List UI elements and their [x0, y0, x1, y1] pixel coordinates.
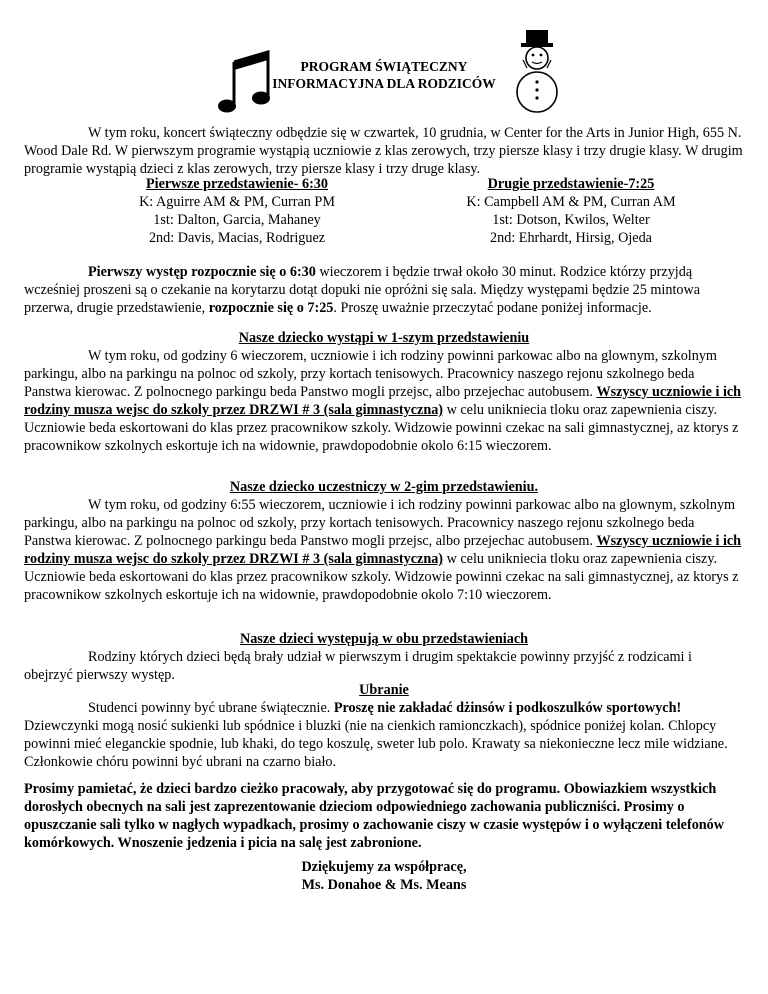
second-show-heading: Drugie przedstawienie-7:25: [487, 176, 655, 192]
intro-text: W tym roku, koncert świąteczny odbędzie się w czwartek, 10 grudnia, w Center for the Arts in Junior High, 655 N. Wood Dale Rd. W pierwszym programie wystąpią uczniowie z klas zerowych, trzy piersze klasy i trzy drugie klasy. W drugim programie wystąpią dzieci z klas zerowych, trzy piersze klasy i trzy druge klasy.: [24, 125, 743, 177]
section-first-show-heading: Nasze dziecko wystąpi w 1-szym przedstawieniu: [238, 330, 530, 346]
overview-paragraph: [24, 263, 744, 317]
section-second-show: [24, 478, 744, 604]
signature-thanks: Dziękujemy za współpracę,: [301, 859, 467, 875]
intro-paragraph: [24, 124, 744, 178]
section-first-show-bold: Wszyscy uczniowie i ich rodziny musza wejsc do szkoly przez DRZWI # 3 (sala gimnastyczna): [24, 384, 742, 418]
first-show-k: K: Aguirre AM & PM, Curran PM: [139, 194, 335, 210]
section-clothing-text-1: Studenci powinny być ubrane świątecznie.: [88, 700, 334, 716]
overview-text-1: wieczorem i będzie trwał około 30 minut. Rodzice którzy przyjdą wcześniej proszeni są o czekanie na korytarzu dotąt dopuki nie opróżni się sala. Między występami będzie 25 mintowa przerwa, drugie przedstawienie,: [24, 264, 701, 316]
first-show-2nd: 2nd: Davis, Macias, Rodriguez: [148, 230, 326, 246]
signature-names: Ms. Donahoe & Ms. Means: [301, 877, 467, 893]
section-clothing-bold: Proszę nie zakładać dżinsów i podkoszulków sportowych!: [333, 700, 682, 716]
first-show-column: [110, 175, 364, 247]
section-clothing-heading: Ubranie: [359, 682, 409, 698]
title-line-1: PROGRAM ŚWIĄTECZNY: [300, 59, 468, 74]
closing-paragraph: [24, 780, 744, 852]
title-line-2: INFORMACYJNA DLA RODZICÓW: [272, 76, 496, 91]
section-first-show-text-1: W tym roku, od godziny 6 wieczorem, uczniowie i ich rodziny powinni parkowac albo na glownym, szkolnym parkingu, albo na parkingu na polnoc od szkoly, przy kortach tenisowych. Pracownicy naszego rejonu szkolnego beda Panstwa kierowac. Z polnocnego parkingu beda Panstwo mogli przejsc, albo przejechac autobusem.: [24, 348, 717, 400]
section-first-show-text-2: w celu unikniecia tloku oraz zapewnienia ciszy. Uczniowie beda eskortowani do klas przez pracownikow szkoly. Widzowie powinni czekac na sali gimnastycznej, az ktorys z pracownikow szkolnych eskortuje ich na widownie, prawdopodobnie okolo 6:15 wieczorem.: [24, 402, 739, 454]
signature: [0, 858, 768, 894]
section-both-shows-text: Rodziny których dzieci będą brały udział w pierwszym i drugim spektakcie powinny przyjść z rodzicami i obejrzyć pierwszy występ.: [24, 649, 692, 683]
first-show-1st: 1st: Dalton, Garcia, Mahaney: [153, 212, 321, 228]
second-show-time: rozpocznie się o 7:25: [208, 300, 334, 316]
section-both-shows: [24, 630, 744, 684]
second-show-1st: 1st: Dotson, Kwilos, Welter: [492, 212, 650, 228]
second-show-k: K: Campbell AM & PM, Curran AM: [466, 194, 676, 210]
second-show-column: [434, 175, 708, 247]
closing-text: Prosimy pamietać, że dzieci bardzo cieżko pracowały, aby przygotować się do programu. Obowiazkiem wszystkich dorosłych obecnych na sali jest zaprezentowanie dzieciom odpowiedniego zachowania publiczniści. Prosimy o opuszczanie sali tylko w nagłych wypadkach, prosimy o zachowanie ciszy w czasie występów i o wyłączeni telefonów komórkowych. Wnoszenie jedzenia i picia na salę jest zabronione.: [24, 781, 725, 851]
section-both-shows-heading: Nasze dzieci występują w obu przedstawieniach: [239, 631, 529, 647]
first-show-time: Pierwszy występ rozpocznie się o 6:30: [88, 264, 316, 280]
overview-text-2: . Proszę uważnie przeczytać podane poniżej informacje.: [333, 300, 652, 316]
section-second-show-text-1: W tym roku, od godziny 6:55 wieczorem, uczniowie i ich rodziny powinni parkowac albo na glownym, szkolnym parkingu, albo na parkingu na polnoc od szkoly, przy kortach tenisowych. Pracownicy naszego rejonu szkolnego beda Panstwa kierowac. Z polnocnego parkingu beda Panstwo mogli przejsc, albo przejechac autobusem.: [24, 497, 736, 549]
section-clothing-text-2: Dziewczynki mogą nosić sukienki lub spódnice i bluzki (nie na cienkich ramionczkach), spódnice poniżej kolan. Chlopcy powinni mieć eleganckie spodnie, lub khaki, do tego koszulę, sweter lub polo. Krawaty sa niekonieczne lecz mile widziane. Członkowie chóru powinni być ubrani na czarno biało.: [24, 718, 728, 770]
page-title: [250, 58, 518, 92]
section-second-show-heading: Nasze dziecko uczestniczy w 2-gim przedstawieniu.: [229, 479, 539, 495]
second-show-2nd: 2nd: Ehrhardt, Hirsig, Ojeda: [490, 230, 652, 246]
section-second-show-text-2: w celu unikniecia tloku oraz zapewnienia ciszy. Uczniowie beda eskortowani do klas przez pracownikow szkoly. Widzowie powinni czekac na sali gimnastycznej, az ktorys z pracownikow szkolnych eskortuje ich na widownie, prawdopodobnie okolo 7:10 wieczorem.: [24, 551, 739, 603]
section-clothing: [24, 681, 744, 771]
section-first-show: [24, 329, 744, 455]
header: [0, 30, 768, 102]
section-second-show-bold: Wszyscy uczniowie i ich rodziny musza wejsc do szkoly przez DRZWI # 3 (sala gimnastyczna): [24, 533, 742, 567]
snowman-icon: [513, 30, 561, 120]
first-show-heading: Pierwsze przedstawienie- 6:30: [145, 176, 328, 192]
